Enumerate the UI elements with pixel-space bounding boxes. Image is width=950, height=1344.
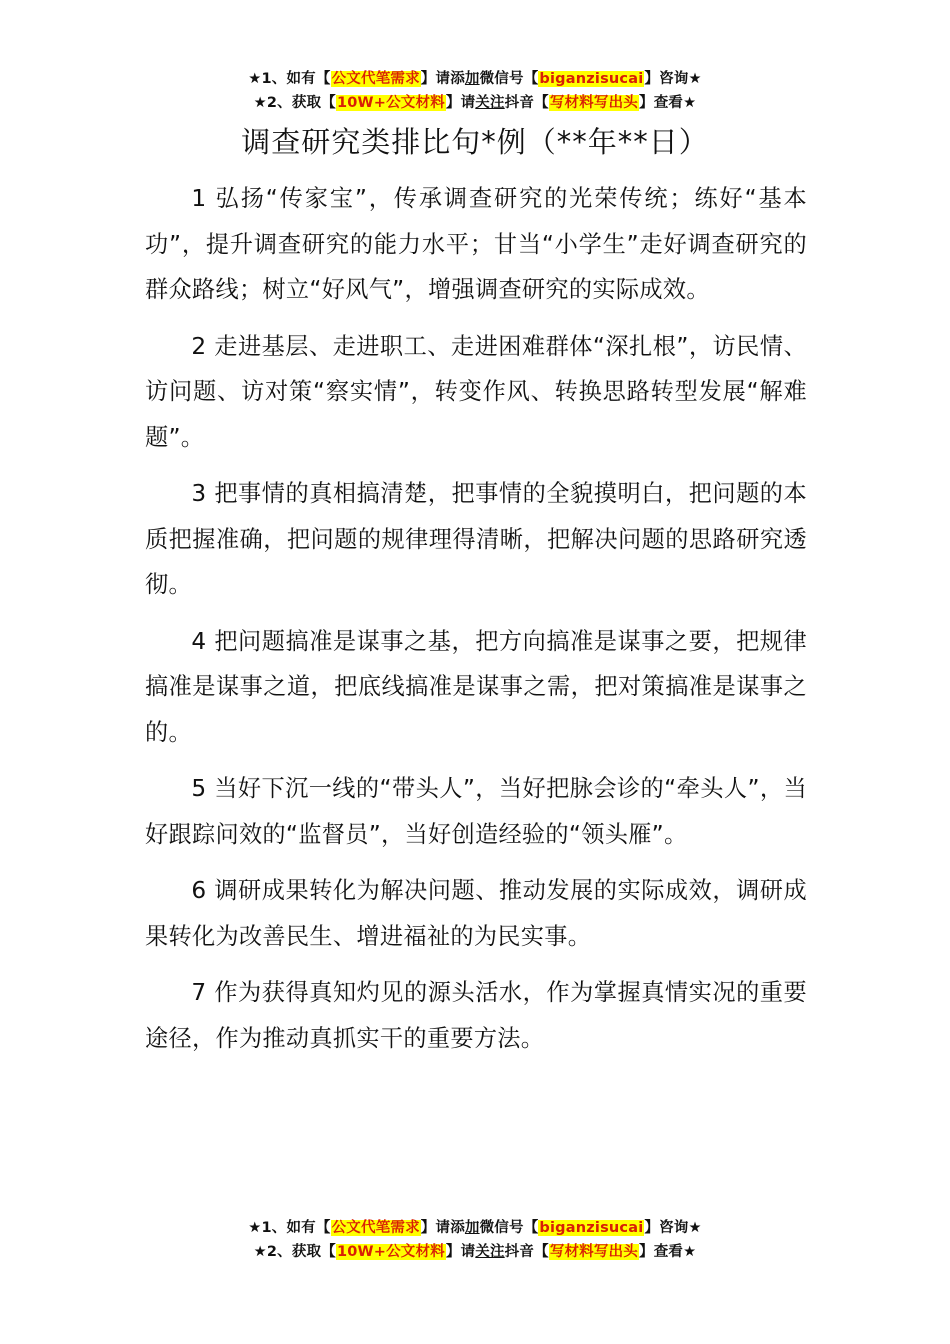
banner-highlight: 10W+公文材料 bbox=[336, 95, 445, 111]
document-body bbox=[145, 176, 807, 1072]
banner-text: 】请添 bbox=[420, 71, 465, 87]
banner-text: 】咨询★ bbox=[644, 71, 702, 87]
paragraph-6: 6 调研成果转化为解决问题、推动发展的实际成效，调研成果转化为改善民生、增进福祉的为民实事。 bbox=[145, 877, 807, 950]
banner-line-1 bbox=[0, 67, 950, 91]
banner-highlight: 写材料写出头 bbox=[549, 1244, 639, 1260]
paragraph-1: 1 弘扬“传家宝”，传承调查研究的光荣传统；练好“基本功”，提升调查研究的能力水平；甘当“小学生”走好调查研究的群众路线；树立“好风气”，增强调查研究的实际成效。 bbox=[145, 185, 807, 303]
document-title: 调查研究类排比句*例（**年**日） bbox=[241, 125, 709, 159]
banner-underlined-text: 关注 bbox=[475, 1244, 505, 1260]
footer-banner bbox=[0, 1216, 950, 1264]
banner-underlined-text: 加 bbox=[464, 71, 480, 87]
banner-highlight: biganzisucai bbox=[539, 71, 644, 87]
banner-text: 】请 bbox=[445, 95, 476, 111]
paragraph-2: 2 走进基层、走进职工、走进困难群体“深扎根”，访民情、访问题、访对策“察实情”，转变作风、转换思路转型发展“解难题”。 bbox=[145, 332, 807, 451]
banner-highlight: 公文代笔需求 bbox=[331, 71, 420, 87]
banner-text: 抖音【 bbox=[504, 95, 549, 111]
paragraph-3: 3 把事情的真相搞清楚，把事情的全貌摸明白，把问题的本质把握准确，把问题的规律理得清晰，把解决问题的思路研究透彻。 bbox=[145, 480, 807, 598]
banner-line-1 bbox=[0, 1216, 950, 1240]
banner-text: 微信号【 bbox=[479, 71, 539, 87]
banner-highlight: biganzisucai bbox=[539, 1220, 644, 1236]
banner-underlined-text: 关注 bbox=[475, 95, 505, 111]
banner-text: 微信号【 bbox=[479, 1220, 539, 1236]
paragraph-7: 7 作为获得真知灼见的源头活水，作为掌握真情实况的重要途径，作为推动真抓实干的重要方法。 bbox=[145, 979, 807, 1052]
banner-text: 】请 bbox=[445, 1244, 476, 1260]
banner-text: ★2、获取【 bbox=[253, 1244, 336, 1260]
banner-text: ★1、如有【 bbox=[248, 71, 331, 87]
banner-text: 】请添 bbox=[420, 1220, 465, 1236]
banner-highlight: 写材料写出头 bbox=[549, 95, 639, 111]
banner-highlight: 公文代笔需求 bbox=[331, 1220, 420, 1236]
paragraph-5: 5 当好下沉一线的“带头人”，当好把脉会诊的“牵头人”，当好跟踪问效的“监督员”，当好创造经验的“领头雁”。 bbox=[145, 775, 807, 848]
banner-underlined-text: 加 bbox=[464, 1220, 480, 1236]
banner-text: 】查看★ bbox=[639, 95, 697, 111]
header-banner bbox=[0, 67, 950, 115]
banner-line-2 bbox=[0, 1240, 950, 1264]
banner-text: ★1、如有【 bbox=[248, 1220, 331, 1236]
paragraph-4: 4 把问题搞准是谋事之基，把方向搞准是谋事之要，把规律搞准是谋事之道，把底线搞准是谋事之需，把对策搞准是谋事之的。 bbox=[145, 627, 807, 746]
banner-text: 】咨询★ bbox=[644, 1220, 702, 1236]
banner-text: ★2、获取【 bbox=[253, 95, 336, 111]
banner-text: 抖音【 bbox=[504, 1244, 549, 1260]
banner-highlight: 10W+公文材料 bbox=[336, 1244, 445, 1260]
banner-line-2 bbox=[0, 91, 950, 115]
banner-text: 】查看★ bbox=[639, 1244, 697, 1260]
